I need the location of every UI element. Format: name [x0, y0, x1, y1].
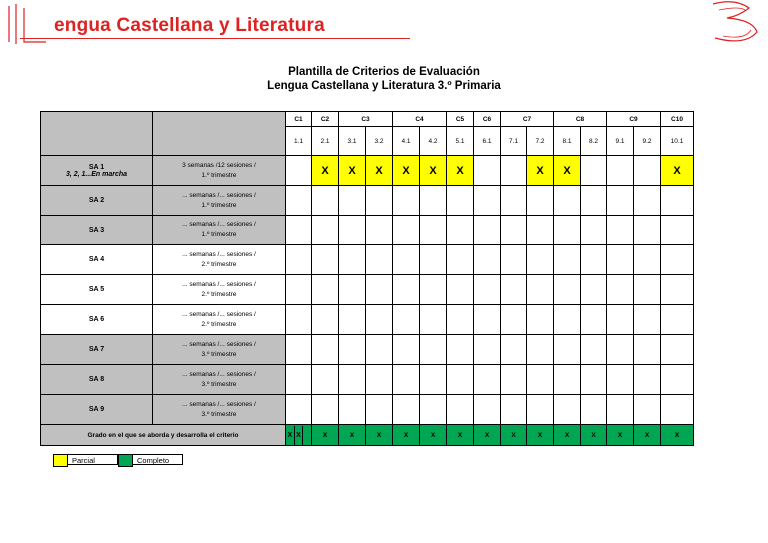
- grade-three-icon: [705, 0, 767, 46]
- grado-split-part: [303, 426, 311, 445]
- criteria-mark-cell[interactable]: [339, 365, 366, 395]
- grado-mark-cell[interactable]: X: [554, 425, 581, 446]
- criteria-mark-cell[interactable]: [286, 335, 312, 365]
- sa-row: [41, 395, 694, 425]
- criteria-mark-cell[interactable]: [312, 335, 339, 365]
- sa-duration-cell: [153, 186, 286, 216]
- legend: [53, 454, 183, 467]
- criteria-mark-cell[interactable]: [420, 245, 447, 275]
- criteria-group-header: C3: [339, 112, 393, 127]
- criteria-mark-cell[interactable]: [366, 335, 393, 365]
- criteria-mark-cell[interactable]: [527, 305, 554, 335]
- sa-name-cell: [41, 186, 153, 216]
- sa-row: [41, 305, 694, 335]
- sa-duration-line: ... semanas /... sesiones /: [182, 310, 256, 318]
- sa-duration-line: ... semanas /... sesiones /: [182, 191, 256, 199]
- grado-mark-cell[interactable]: X: [474, 425, 501, 446]
- criteria-mark-cell[interactable]: [581, 245, 607, 275]
- criteria-mark-cell[interactable]: [554, 216, 581, 245]
- criteria-mark-cell[interactable]: [312, 395, 339, 425]
- sa-duration-line: ... semanas /... sesiones /: [182, 370, 256, 378]
- document-subtitle: Lengua Castellana y Literatura 3.º Primaria: [267, 80, 501, 92]
- grado-split-part: X: [286, 426, 295, 445]
- sa-name-cell: [41, 216, 153, 245]
- criteria-sub-header: 7.2: [527, 127, 554, 156]
- criteria-sub-header: 8.1: [554, 127, 581, 156]
- sa-name-cell: [41, 156, 153, 186]
- criteria-group-header: C2: [312, 112, 339, 127]
- page-header: [0, 0, 768, 48]
- criteria-mark-cell[interactable]: [607, 216, 634, 245]
- sa-term-line: 3.º trimestre: [201, 350, 237, 358]
- criteria-mark-cell[interactable]: [527, 216, 554, 245]
- criteria-mark-cell[interactable]: [661, 186, 694, 216]
- legend-label-parcial: Parcial: [68, 454, 118, 465]
- sa-duration-cell: [153, 395, 286, 425]
- sa-name-cell: [41, 245, 153, 275]
- sa-name: SA 9: [88, 406, 105, 413]
- corner-cell: [153, 112, 286, 156]
- criteria-mark-cell[interactable]: [447, 335, 474, 365]
- criteria-mark: X: [429, 164, 437, 177]
- criteria-mark-cell[interactable]: [286, 245, 312, 275]
- criteria-mark-cell[interactable]: [420, 275, 447, 305]
- criteria-mark-cell[interactable]: [393, 156, 420, 186]
- sa-row: [41, 216, 694, 245]
- criteria-mark-cell[interactable]: [581, 335, 607, 365]
- sa-name-cell: [41, 305, 153, 335]
- grado-split-part: X: [295, 426, 304, 445]
- criteria-sub-header: 9.2: [634, 127, 661, 156]
- criteria-mark-cell[interactable]: [634, 395, 661, 425]
- header-rule: [20, 38, 410, 39]
- criteria-mark-cell[interactable]: [634, 245, 661, 275]
- criteria-group-header: C10: [661, 112, 694, 127]
- sa-name: SA 7: [88, 346, 105, 353]
- sa-duration-cell: [153, 216, 286, 245]
- grado-mark-cell[interactable]: X: [581, 425, 607, 446]
- criteria-mark-cell[interactable]: [286, 365, 312, 395]
- criteria-mark-cell[interactable]: [634, 186, 661, 216]
- criteria-mark-cell[interactable]: [420, 216, 447, 245]
- sa-term-line: 1.º trimestre: [201, 231, 237, 238]
- sa-name-cell: [41, 275, 153, 305]
- criteria-mark-cell[interactable]: [661, 245, 694, 275]
- criteria-mark: X: [536, 164, 544, 177]
- criteria-mark-cell[interactable]: [286, 186, 312, 216]
- criteria-mark-cell[interactable]: [554, 156, 581, 186]
- criteria-mark-cell[interactable]: [474, 275, 501, 305]
- criteria-mark-cell[interactable]: [447, 186, 474, 216]
- criteria-mark-cell[interactable]: [312, 186, 339, 216]
- criteria-mark-cell[interactable]: [339, 305, 366, 335]
- criteria-mark-cell[interactable]: [420, 305, 447, 335]
- criteria-mark-cell[interactable]: [286, 216, 312, 245]
- sa-name: SA 4: [88, 256, 105, 263]
- criteria-mark-cell[interactable]: [607, 275, 634, 305]
- criteria-mark-cell[interactable]: [339, 216, 366, 245]
- criteria-mark-cell[interactable]: [661, 275, 694, 305]
- criteria-group-header: C1: [286, 112, 312, 127]
- sa-row: [41, 335, 694, 365]
- document-title: Plantilla de Criterios de Evaluación: [288, 66, 480, 78]
- criteria-mark-cell[interactable]: [447, 216, 474, 245]
- criteria-mark-cell[interactable]: [554, 335, 581, 365]
- criteria-mark-cell[interactable]: [527, 335, 554, 365]
- criteria-mark-cell[interactable]: [366, 365, 393, 395]
- sa-row: [41, 186, 694, 216]
- sa-name: SA 5: [88, 286, 105, 293]
- criteria-mark-cell[interactable]: [634, 365, 661, 395]
- sa-duration-line: ... semanas /... sesiones /: [182, 221, 256, 228]
- sa-duration-cell: [153, 305, 286, 335]
- criteria-mark-cell[interactable]: [312, 305, 339, 335]
- sa-subtitle: 3, 2, 1...En marcha: [65, 170, 128, 178]
- criteria-mark: X: [563, 164, 571, 177]
- criteria-mark-cell[interactable]: [474, 395, 501, 425]
- criteria-mark-cell[interactable]: [607, 395, 634, 425]
- criteria-mark-cell[interactable]: [339, 186, 366, 216]
- criteria-mark-cell[interactable]: [501, 156, 527, 186]
- grado-label: Grado en el que se aborda y desarrolla el criterio: [41, 425, 286, 446]
- grado-mark-cell[interactable]: X: [527, 425, 554, 446]
- criteria-mark-cell[interactable]: [607, 335, 634, 365]
- criteria-mark-cell[interactable]: [393, 216, 420, 245]
- criteria-mark-cell[interactable]: [581, 216, 607, 245]
- criteria-mark-cell[interactable]: [447, 275, 474, 305]
- criteria-mark-cell[interactable]: [661, 365, 694, 395]
- criteria-mark-cell[interactable]: [312, 216, 339, 245]
- grado-mark-cell[interactable]: [286, 425, 312, 446]
- criteria-mark-cell[interactable]: [501, 365, 527, 395]
- grado-split-cell: [286, 426, 311, 445]
- grado-mark-cell[interactable]: X: [312, 425, 339, 446]
- criteria-mark-cell[interactable]: [366, 305, 393, 335]
- criteria-mark-cell[interactable]: [661, 156, 694, 186]
- criteria-mark: X: [375, 164, 383, 177]
- criteria-mark-cell[interactable]: [581, 186, 607, 216]
- grado-mark-cell[interactable]: X: [420, 425, 447, 446]
- criteria-mark-cell[interactable]: [527, 245, 554, 275]
- criteria-mark: X: [402, 164, 410, 177]
- criteria-mark-cell[interactable]: [286, 395, 312, 425]
- criteria-mark-cell[interactable]: [447, 305, 474, 335]
- criteria-mark-cell[interactable]: [366, 395, 393, 425]
- criteria-mark-cell[interactable]: [393, 305, 420, 335]
- criteria-mark: X: [321, 164, 329, 177]
- grado-mark-cell[interactable]: X: [661, 425, 694, 446]
- grado-mark-cell[interactable]: X: [607, 425, 634, 446]
- criteria-mark-cell[interactable]: [501, 216, 527, 245]
- sa-name-cell: [41, 335, 153, 365]
- header-title: engua Castellana y Literatura: [54, 15, 325, 36]
- sa-duration-line: ... semanas /... sesiones /: [182, 400, 256, 408]
- grado-mark-cell[interactable]: X: [447, 425, 474, 446]
- criteria-table: [40, 111, 694, 446]
- criteria-group-header: C5: [447, 112, 474, 127]
- grado-mark-cell[interactable]: X: [393, 425, 420, 446]
- sa-row: [41, 275, 694, 305]
- criteria-mark-cell[interactable]: [554, 305, 581, 335]
- criteria-mark-cell[interactable]: [607, 156, 634, 186]
- sa-term-line: 2.º trimestre: [201, 320, 237, 328]
- criteria-mark-cell[interactable]: [581, 156, 607, 186]
- criteria-mark-cell[interactable]: [474, 245, 501, 275]
- sa-duration-cell: [153, 156, 286, 186]
- sa-duration-cell: [153, 275, 286, 305]
- criteria-mark-cell[interactable]: [581, 395, 607, 425]
- criteria-group-header: C7: [501, 112, 554, 127]
- criteria-mark-cell[interactable]: [447, 245, 474, 275]
- criteria-mark-cell[interactable]: [339, 156, 366, 186]
- corner-cell: [41, 112, 153, 156]
- criteria-mark-cell[interactable]: [607, 245, 634, 275]
- criteria-mark-cell[interactable]: [607, 365, 634, 395]
- sa-duration-line: 3 semanas /12 sesiones /: [182, 161, 256, 169]
- criteria-mark-cell[interactable]: [474, 365, 501, 395]
- criteria-mark-cell[interactable]: [339, 245, 366, 275]
- sa-duration-line: ... semanas /... sesiones /: [182, 340, 256, 348]
- criteria-mark: X: [456, 164, 464, 177]
- criteria-mark-cell[interactable]: [554, 186, 581, 216]
- criteria-mark-cell[interactable]: [554, 245, 581, 275]
- criteria-mark-cell[interactable]: [661, 335, 694, 365]
- criteria-mark-cell[interactable]: [393, 395, 420, 425]
- criteria-mark-cell[interactable]: [420, 156, 447, 186]
- criteria-mark-cell[interactable]: [634, 156, 661, 186]
- criteria-mark-cell[interactable]: [286, 156, 312, 186]
- sa-duration-cell: [153, 245, 286, 275]
- legend-label-completo: Completo: [133, 454, 183, 465]
- criteria-mark-cell[interactable]: [554, 275, 581, 305]
- criteria-mark-cell[interactable]: [420, 365, 447, 395]
- criteria-mark-cell[interactable]: [393, 335, 420, 365]
- criteria-mark: X: [673, 164, 681, 177]
- legend-swatch-completo: [118, 454, 133, 467]
- criteria-mark-cell[interactable]: [554, 395, 581, 425]
- grado-mark-cell[interactable]: X: [501, 425, 527, 446]
- grado-row: [41, 425, 694, 446]
- criteria-mark-cell[interactable]: [474, 186, 501, 216]
- criteria-sub-header: 4.2: [420, 127, 447, 156]
- criteria-mark-cell[interactable]: [286, 275, 312, 305]
- sa-name: SA 3: [88, 226, 105, 234]
- criteria-mark-cell[interactable]: [366, 275, 393, 305]
- criteria-mark-cell[interactable]: [420, 335, 447, 365]
- sa-duration-line: ... semanas /... sesiones /: [182, 250, 256, 258]
- criteria-mark-cell[interactable]: [474, 335, 501, 365]
- criteria-sub-header: 9.1: [607, 127, 634, 156]
- criteria-mark-cell[interactable]: [393, 365, 420, 395]
- criteria-mark-cell[interactable]: [447, 156, 474, 186]
- sa-name: SA 6: [88, 316, 105, 323]
- grado-mark-cell[interactable]: X: [634, 425, 661, 446]
- sa-row: [41, 156, 694, 186]
- sa-term-line: 1.º trimestre: [201, 201, 237, 209]
- criteria-mark-cell[interactable]: [634, 216, 661, 245]
- sa-duration-cell: [153, 365, 286, 395]
- criteria-mark-cell[interactable]: [527, 365, 554, 395]
- sa-row: [41, 365, 694, 395]
- criteria-group-header: C6: [474, 112, 501, 127]
- criteria-group-header: C8: [554, 112, 607, 127]
- criteria-mark-cell[interactable]: [581, 365, 607, 395]
- criteria-mark-cell[interactable]: [286, 305, 312, 335]
- sa-duration-line: ... semanas /... sesiones /: [182, 280, 256, 288]
- sa-term-line: 3.º trimestre: [201, 380, 237, 388]
- criteria-mark-cell[interactable]: [634, 335, 661, 365]
- criteria-mark-cell[interactable]: [447, 365, 474, 395]
- sa-name-cell: [41, 395, 153, 425]
- criteria-sub-header: 4.1: [393, 127, 420, 156]
- criteria-sub-header: 8.2: [581, 127, 607, 156]
- criteria-group-row: [41, 112, 694, 127]
- criteria-mark-cell[interactable]: [634, 305, 661, 335]
- criteria-mark-cell[interactable]: [393, 245, 420, 275]
- criteria-mark-cell[interactable]: [312, 275, 339, 305]
- criteria-mark-cell[interactable]: [661, 395, 694, 425]
- criteria-mark-cell[interactable]: [312, 245, 339, 275]
- criteria-mark-cell[interactable]: [366, 245, 393, 275]
- criteria-mark-cell[interactable]: [501, 245, 527, 275]
- criteria-mark: X: [348, 164, 356, 177]
- criteria-mark-cell[interactable]: [607, 186, 634, 216]
- criteria-mark-cell[interactable]: [366, 216, 393, 245]
- sa-term-line: 1.º trimestre: [201, 171, 237, 179]
- criteria-mark-cell[interactable]: [366, 156, 393, 186]
- criteria-mark-cell[interactable]: [661, 305, 694, 335]
- sa-row: [41, 245, 694, 275]
- criteria-mark-cell[interactable]: [474, 305, 501, 335]
- criteria-mark-cell[interactable]: [393, 275, 420, 305]
- criteria-mark-cell[interactable]: [527, 395, 554, 425]
- criteria-sub-header: 2.1: [312, 127, 339, 156]
- criteria-sub-header: 1.1: [286, 127, 312, 156]
- criteria-mark-cell[interactable]: [581, 305, 607, 335]
- criteria-mark-cell[interactable]: [339, 335, 366, 365]
- sa-term-line: 2.º trimestre: [201, 290, 237, 298]
- criteria-sub-header: 7.1: [501, 127, 527, 156]
- criteria-mark-cell[interactable]: [366, 186, 393, 216]
- criteria-mark-cell[interactable]: [474, 156, 501, 186]
- sa-name: SA 2: [88, 197, 105, 204]
- criteria-group-header: C9: [607, 112, 661, 127]
- criteria-mark-cell[interactable]: [312, 365, 339, 395]
- criteria-mark-cell[interactable]: [527, 156, 554, 186]
- criteria-mark-cell[interactable]: [501, 275, 527, 305]
- criteria-mark-cell[interactable]: [447, 395, 474, 425]
- criteria-mark-cell[interactable]: [581, 275, 607, 305]
- criteria-mark-cell[interactable]: [393, 186, 420, 216]
- sa-duration-cell: [153, 335, 286, 365]
- criteria-mark-cell[interactable]: [312, 156, 339, 186]
- criteria-mark-cell[interactable]: [474, 216, 501, 245]
- criteria-mark-cell[interactable]: [501, 305, 527, 335]
- criteria-group-header: C4: [393, 112, 447, 127]
- criteria-sub-header: 5.1: [447, 127, 474, 156]
- criteria-mark-cell[interactable]: [634, 275, 661, 305]
- criteria-mark-cell[interactable]: [554, 365, 581, 395]
- criteria-mark-cell[interactable]: [339, 395, 366, 425]
- criteria-mark-cell[interactable]: [501, 186, 527, 216]
- criteria-mark-cell[interactable]: [527, 186, 554, 216]
- criteria-mark-cell[interactable]: [339, 275, 366, 305]
- sa-name-cell: [41, 365, 153, 395]
- criteria-sub-header: 10.1: [661, 127, 694, 156]
- grado-mark-cell[interactable]: X: [366, 425, 393, 446]
- sa-term-line: 3.º trimestre: [201, 410, 237, 418]
- criteria-mark-cell[interactable]: [501, 335, 527, 365]
- criteria-sub-header: 3.1: [339, 127, 366, 156]
- criteria-mark-cell[interactable]: [420, 395, 447, 425]
- header-logo-icon: [6, 2, 56, 46]
- criteria-sub-header: 6.1: [474, 127, 501, 156]
- grado-mark-cell[interactable]: X: [339, 425, 366, 446]
- criteria-mark-cell[interactable]: [420, 186, 447, 216]
- criteria-mark-cell[interactable]: [501, 395, 527, 425]
- sa-term-line: 2.º trimestre: [201, 260, 237, 268]
- legend-swatch-parcial: [53, 454, 68, 467]
- criteria-mark-cell[interactable]: [527, 275, 554, 305]
- criteria-mark-cell[interactable]: [607, 305, 634, 335]
- criteria-sub-header: 3.2: [366, 127, 393, 156]
- criteria-mark-cell[interactable]: [661, 216, 694, 245]
- sa-name: SA 8: [88, 376, 105, 383]
- sa-name: SA 1: [88, 163, 105, 171]
